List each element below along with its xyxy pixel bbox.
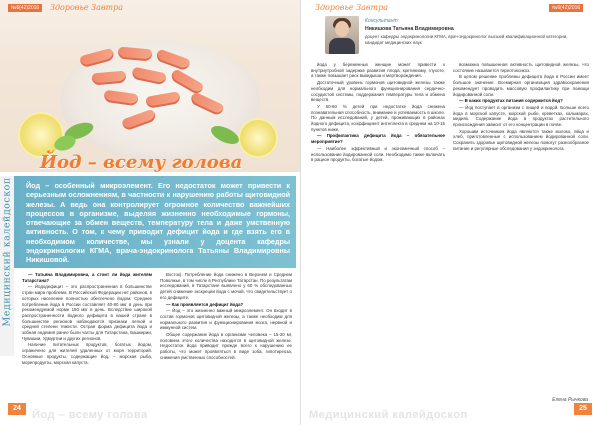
footer-watermark: Медицинский калейдоскоп — [309, 409, 468, 421]
magazine-brand: Здоровье Завтра — [50, 3, 123, 12]
paragraph: йода у беременных женщин может привести к внутриутробной задержке развития плода, кретинизму, глухоте, а также повышает риск выкидыша и мертворождения. — [311, 62, 445, 79]
paragraph: Хорошим источником йода являются также молоко, яйца и хлеб, приготовленные с использованием йодированной соли. Сохранить здоровье щитовидной железы помогут разнообразное питание и регулярные обследования у эндокринолога. — [453, 128, 589, 151]
paragraph: — Йод поступает в организм с пищей и водой. Больше всего йода в морской капусте, морской рыбе, креветках, кальмарах, мидиях. Содержание йода в продуктах растительного происхождения зависит от его концентрации в почве. — [453, 104, 589, 128]
right-column-1 — [311, 62, 445, 164]
paragraph: — Наиболее эффективный и экономичный способ – использование йодированной соли. Необходимо также включать в рацион продукты, богатые йодом. — [311, 145, 445, 163]
paragraph: — Татьяна Владимировна, а стоит ли йода жителям Татарстана? — [22, 272, 152, 283]
avatar — [325, 16, 359, 54]
paragraph: — В каких продуктах питания содержится йод? — [459, 98, 563, 104]
lemon-slice-image — [238, 118, 278, 158]
consultant-label: Консультант: — [365, 18, 400, 24]
right-column-2 — [453, 62, 589, 153]
page-number: 25 — [574, 403, 592, 415]
shrimp-photo — [0, 0, 300, 172]
paragraph: — Профилактика дефицита йода – обязательное мероприятие? — [311, 133, 445, 145]
paragraph: — Йод – это жизненно важный микроэлемент. Он входит в состав гормонов щитовидной железы, а также необходим для нормального развития и функционирования мозга, нервной и иммунной систем. — [160, 308, 292, 331]
paragraph: Общее содержание йода в организме человека – 15-20 мг, половина этого количества находится в щитовидной железе. Недостаток йода приводит прежде всего к нарушению ее работы, что может проявляться в виде зоба, гипотиреоза, снижения умственных способностей. — [160, 332, 292, 360]
article-title: Йод – всему голова — [40, 152, 243, 173]
paragraph: Наличие питательных продуктов, богатых йодом, ограничено для жителей удаленных от моря территорий. Основные продукты, содержащие йод, – морская рыба, морепродукты, морская капуста. — [22, 342, 152, 365]
left-column-1 — [22, 272, 152, 366]
consultant-description: доцент кафедры эндокринологии КГМА, врач-эндокринолог высшей квалификационной категории, кандидат медицинских наук — [365, 34, 568, 45]
author-signature: Елена Рычкова — [552, 397, 588, 403]
issue-tag: №6(42)2016 — [549, 4, 583, 12]
consultant-box — [325, 16, 571, 56]
article-lead: Йод – особенный микроэлемент. Его недостаток может привести к серьезным осложнениям, в частности к нарушению работы щитовидной железы. А ведь она контролирует огромное количество важнейших процессов в организме, выделяя жизненно необходимые гормоны, отвечающие за обмен веществ, температуру тела и даже умственную активность. О том, к чему приводит дефицит йода и где взять его в необходимом количестве, мы узнали у доцента кафедры эндокринологии КГМА, врача-эндокринолога Татьяны Владимировны Никишовой. — [26, 181, 290, 265]
right-page — [300, 0, 600, 425]
consultant-name: Никишова Татьяна Владимировна — [365, 26, 454, 32]
paragraph: — Как проявляется дефицит йода? — [166, 301, 244, 307]
section-label: Медицинский калейдоскоп — [1, 177, 13, 327]
left-column-2 — [160, 272, 292, 362]
issue-tag: №6(42)2016 — [8, 4, 42, 12]
paragraph: Восток). Потребление йода снижено в Верхнем и Среднем Поволжье, в том числе в Республике Татарстан. По результатам исследований, в Татарстане выявлено у 60 % обследованных детей снижение экскреции йода с мочой, что свидетельствует о его дефиците. — [160, 272, 292, 300]
paragraph: Достаточный уровень гормонов щитовидной железы также необходим для нормального функционирования сердечно-сосудистой системы, поддержания температуры тела и обмена веществ. — [311, 80, 445, 103]
paragraph: У 50-60 % детей при недостатке йода снижена познавательная способность, внимание и успеваемость в школе. По данным исследований, у детей, проживающих в районах йодного дефицита, коэффициент интеллекта в среднем на 10-15 пунктов ниже. — [311, 103, 445, 132]
paragraph: — Йододефицит – это распространенная в большинстве стран мира проблема. В Российской Федерации нет районов, в которых население полностью обеспечено йодом. Среднее потребление йода в России составляет 40-80 мкг в день при рекомендуемой норме 150 мкг в день. Вследствие широкой распространенности йодного дефицита в нашей стране в большинстве регионов наблюдаются признаки легкой и средней степени тяжести. Острая форма дефицита йода и зобная эндемия ранее были часты для Татарстана, Башкирии, Чувашии, Удмуртии и других регионов. — [22, 284, 152, 341]
magazine-brand: Здоровье Завтра — [315, 3, 388, 12]
paragraph: В целом решение проблемы дефицита йода в России имеет большое значение. Всемирная организация здравоохранения рекомендует проводить массовую профилактику при помощи йодированной соли. — [453, 74, 589, 97]
page-number: 24 — [8, 403, 26, 415]
footer-watermark: Йод – всему голова — [32, 409, 148, 421]
paragraph: возможна повышенная активность щитовидной железы, что состояние называется тиреотоксикоз. — [453, 62, 589, 73]
